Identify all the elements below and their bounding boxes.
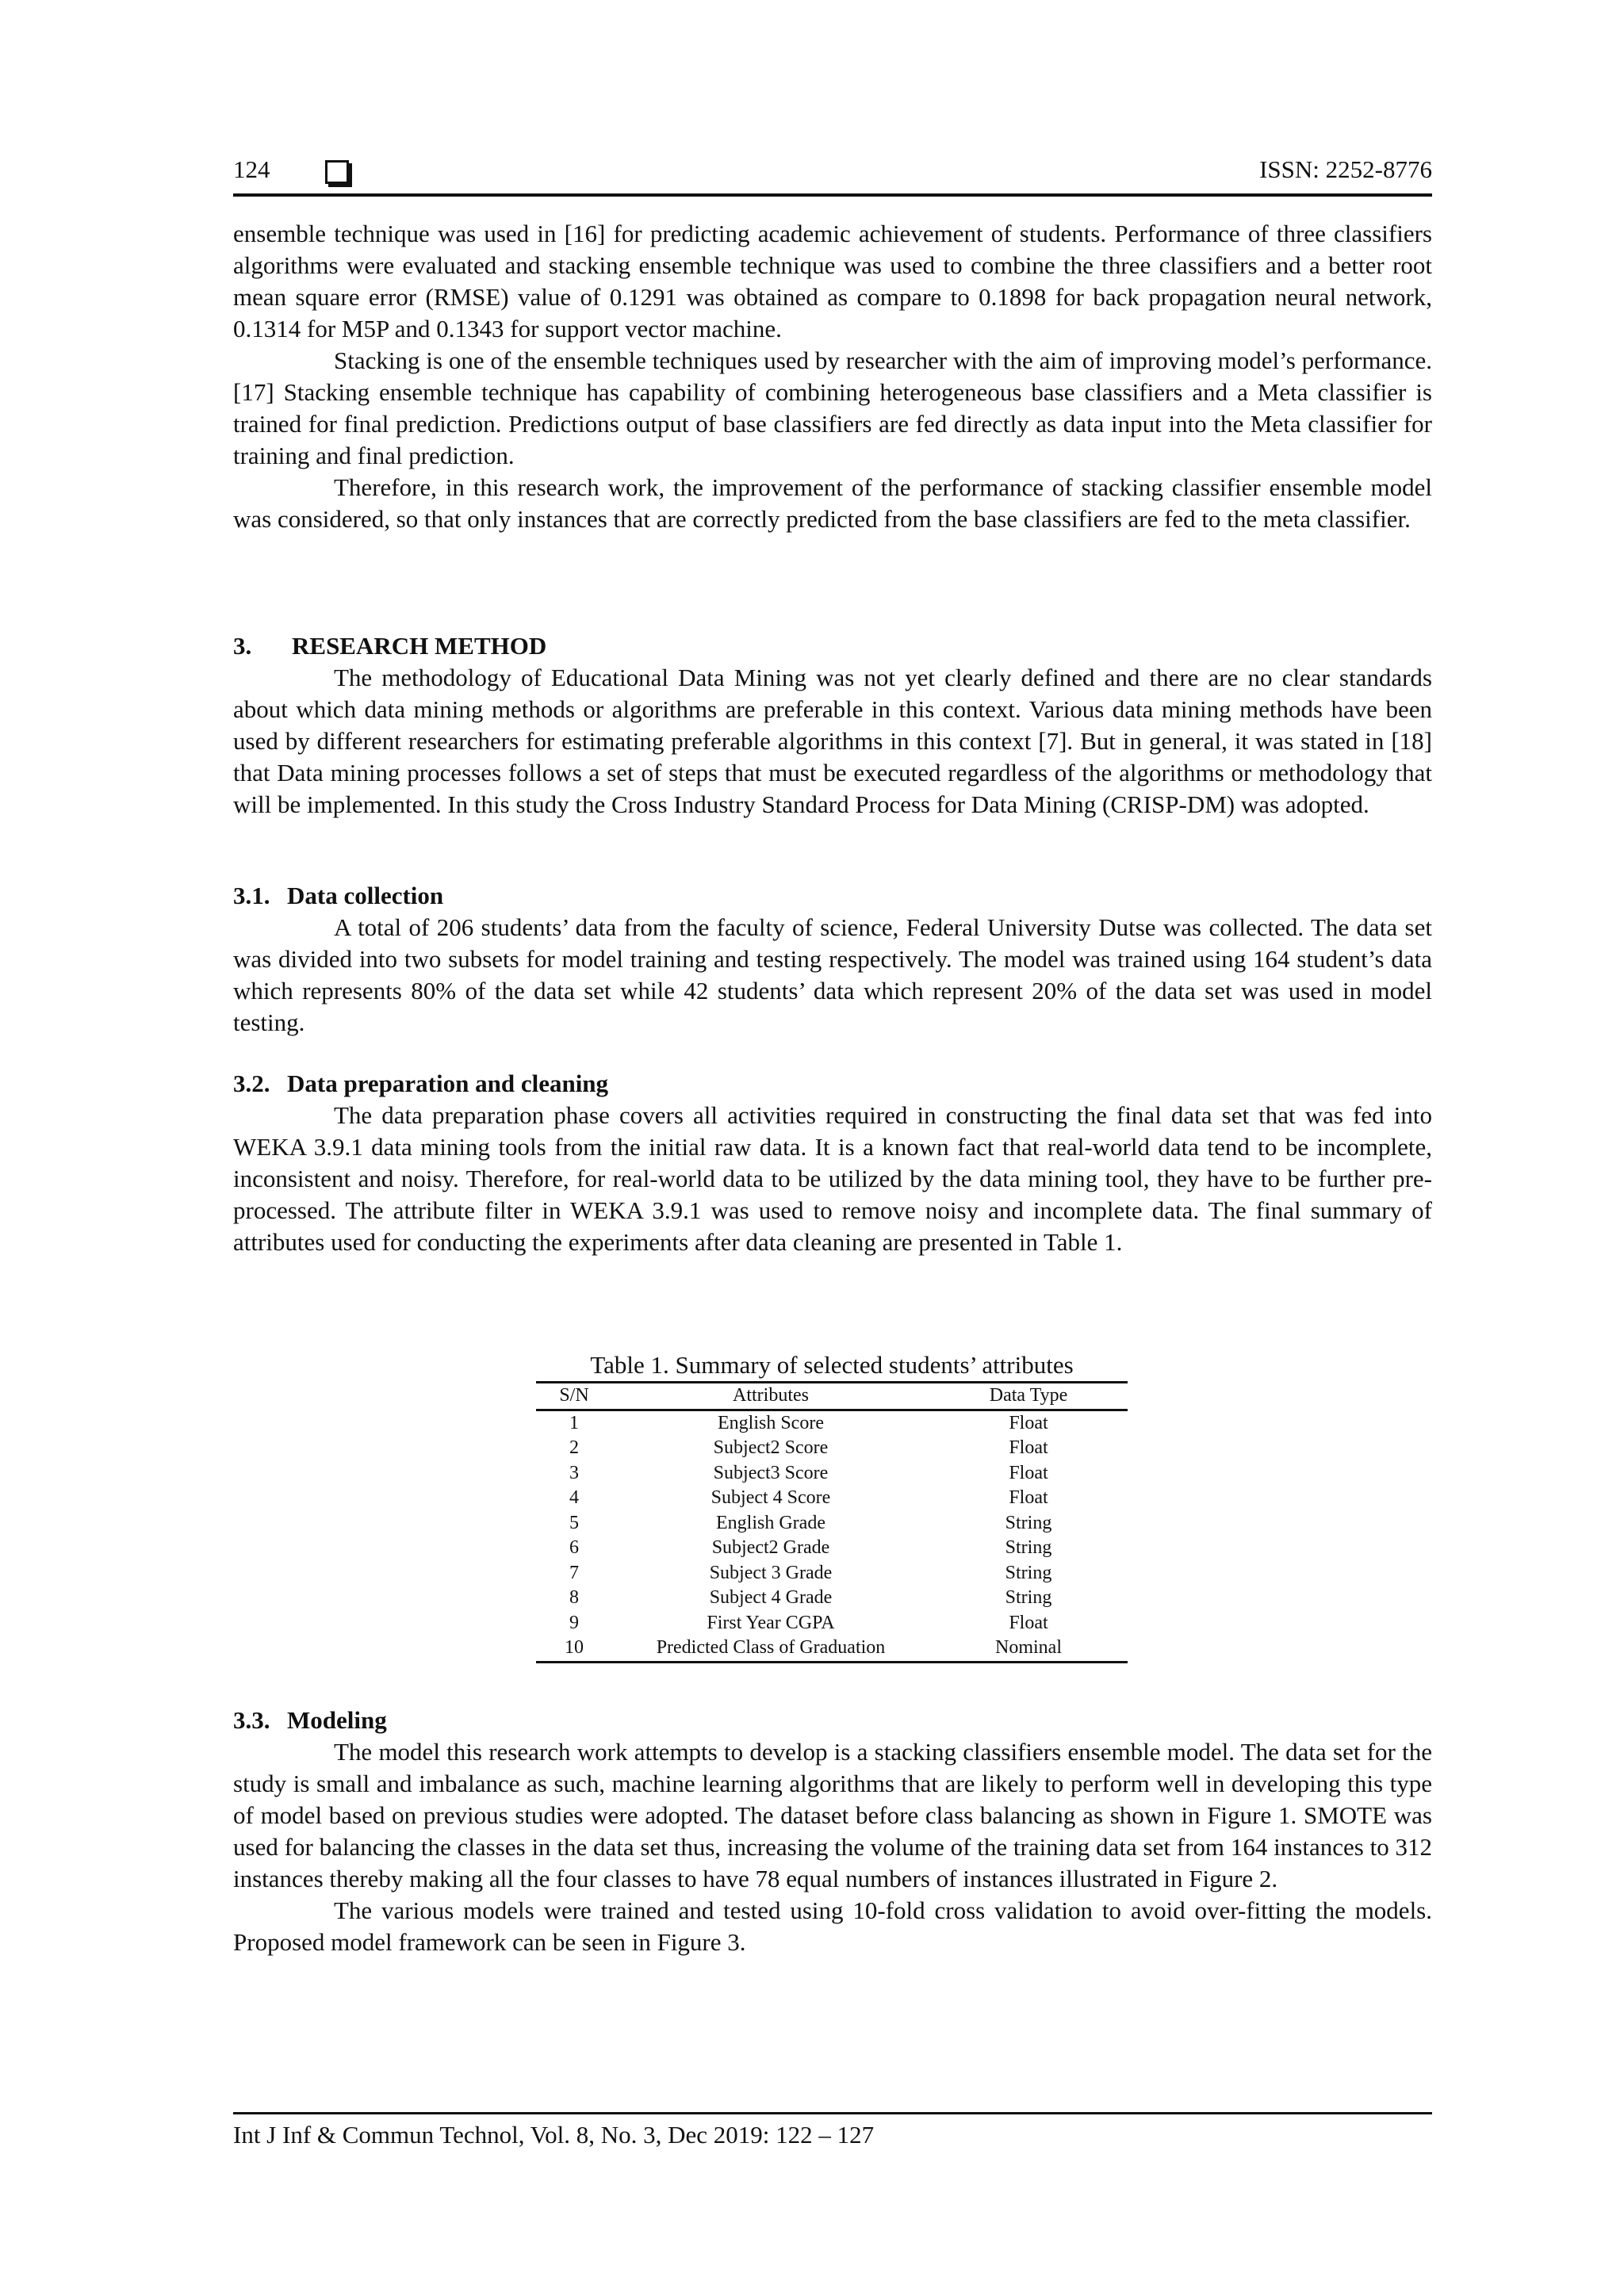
section-3-text xyxy=(233,662,1432,821)
table-row xyxy=(536,1561,1128,1586)
subsection-3-1-text xyxy=(233,912,1432,1039)
table-cell-sn: 3 xyxy=(569,1462,579,1483)
table-row xyxy=(536,1586,1128,1611)
table-cell-attribute: English Grade xyxy=(716,1512,825,1533)
subsection-title: Data collection xyxy=(287,882,444,909)
table-header-sn: S/N xyxy=(559,1385,589,1406)
table-cell-type: String xyxy=(1005,1587,1052,1608)
table-cell-attribute: First Year CGPA xyxy=(707,1612,835,1633)
section-3-paragraph: The methodology of Educational Data Mining was not yet clearly defined and there are no clear standards about which data mining methods or algorithms are preferable in this context. Various data mining methods have been used by different researchers for estimating preferable algorithms in this context [7]. But in general, it was stated in [18] that Data mining processes follows a set of steps that must be executed regardless of the algorithms or methodology that will be implemented. In this study the Cross Industry Standard Process for Data Mining (CRISP-DM) was adopted. xyxy=(233,664,1432,818)
table-cell-sn: 8 xyxy=(569,1587,579,1608)
table-cell-sn: 4 xyxy=(569,1487,579,1508)
subsection-title: Data preparation and cleaning xyxy=(287,1070,609,1097)
subsection-3-1-paragraph: A total of 206 students’ data from the faculty of science, Federal University Dutse was collected. The data set was divided into two subsets for model training and testing respectively. The model was trained using 164 student’s data which represents 80% of the data set while 42 students’ data which represent 20% of the data set was used in model testing. xyxy=(233,913,1432,1036)
table-cell-sn: 10 xyxy=(565,1637,584,1658)
page-number: 124 xyxy=(233,155,270,183)
table-1-caption: Table 1. Summary of selected students’ attributes xyxy=(590,1351,1074,1379)
journal-citation: Int J Inf & Commun Technol, Vol. 8, No. 3, Dec 2019: 122 – 127 xyxy=(233,2121,875,2149)
table-cell-sn: 5 xyxy=(569,1512,579,1533)
table-cell-sn: 7 xyxy=(569,1562,579,1583)
table-cell-type: Nominal xyxy=(995,1637,1062,1658)
subsection-number: 3.2. xyxy=(233,1070,270,1097)
subsection-3-3-text xyxy=(233,1736,1432,1958)
table-row xyxy=(536,1636,1128,1662)
page-header xyxy=(233,155,1432,197)
table-cell-sn: 6 xyxy=(569,1537,579,1558)
table-cell-attribute: English Score xyxy=(718,1412,824,1433)
subsection-3-3-heading xyxy=(233,1705,387,1736)
table-row xyxy=(536,1486,1128,1511)
intro-paragraph-3: Therefore, in this research work, the improvement of the performance of stacking classifier ensemble model was considered, so that only instances that are correctly predicted from the base classifiers are fed to the meta classifier. xyxy=(233,473,1432,533)
subsection-3-2-paragraph: The data preparation phase covers all activities required in constructing the final data set that was fed into WEKA 3.9.1 data mining tools from the initial raw data. It is a known fact that real-world data tend to be incomplete, inconsistent and noisy. Therefore, for real-world data to be utilized by the data mining tool, they have to be further pre-processed. The attribute filter in WEKA 3.9.1 was used to remove noisy and incomplete data. The final summary of attributes used for conducting the experiments after data cleaning are presented in Table 1. xyxy=(233,1101,1432,1256)
table-cell-type: String xyxy=(1005,1562,1052,1583)
subsection-3-1-heading xyxy=(233,880,443,912)
issn: ISSN: 2252-8776 xyxy=(1259,155,1432,183)
subsection-3-2-heading xyxy=(233,1068,608,1100)
table-cell-sn: 1 xyxy=(569,1412,579,1433)
subsection-number: 3.3. xyxy=(233,1706,270,1734)
page-footer xyxy=(233,2112,1432,2149)
table-cell-attribute: Predicted Class of Graduation xyxy=(656,1637,886,1658)
section-3-heading xyxy=(233,630,546,662)
table-cell-type: Float xyxy=(1009,1462,1048,1483)
table-row xyxy=(536,1410,1128,1436)
table-cell-type: String xyxy=(1005,1537,1052,1558)
table-cell-type: Float xyxy=(1009,1612,1048,1633)
table-cell-attribute: Subject2 Grade xyxy=(711,1537,830,1558)
subsection-3-3-paragraph-2: The various models were trained and tested using 10-fold cross validation to avoid over-fitting the models. Proposed model framework can be seen in Figure 3. xyxy=(233,1896,1432,1956)
subsection-title: Modeling xyxy=(287,1706,387,1734)
table-cell-type: Float xyxy=(1009,1437,1048,1458)
table-header-attributes: Attributes xyxy=(733,1385,809,1406)
table-cell-type: String xyxy=(1005,1512,1052,1533)
table-cell-attribute: Subject 3 Grade xyxy=(709,1562,833,1583)
section-title: RESEARCH METHOD xyxy=(292,632,547,660)
table-row xyxy=(536,1436,1128,1461)
table-row xyxy=(536,1461,1128,1487)
table-header-row xyxy=(536,1383,1128,1410)
table-cell-attribute: Subject3 Score xyxy=(713,1462,829,1483)
table-cell-attribute: Subject2 Score xyxy=(713,1437,829,1458)
section-number: 3. xyxy=(233,632,252,660)
table-cell-type: Float xyxy=(1009,1487,1048,1508)
table-cell-sn: 9 xyxy=(569,1612,579,1633)
table-1 xyxy=(536,1381,1128,1663)
table-cell-attribute: Subject 4 Score xyxy=(710,1487,831,1508)
intro-text xyxy=(233,218,1432,535)
table-cell-attribute: Subject 4 Grade xyxy=(709,1587,833,1608)
intro-paragraph-1: ensemble technique was used in [16] for predicting academic achievement of students. Performance of three classifiers algorithms were evaluated and stacking ensemble technique was used to combine the three classifiers and a better root mean square error (RMSE) value of 0.1291 was obtained as compare to 0.1898 for back propagation neural network, 0.1314 for M5P and 0.1343 for support vector machine. xyxy=(233,220,1432,342)
checkbox-square-icon xyxy=(325,160,349,184)
table-cell-sn: 2 xyxy=(569,1437,579,1458)
table-row xyxy=(536,1511,1128,1536)
table-header-data-type: Data Type xyxy=(989,1385,1068,1406)
subsection-number: 3.1. xyxy=(233,882,270,909)
subsection-3-2-text xyxy=(233,1100,1432,1258)
intro-paragraph-2: Stacking is one of the ensemble techniques used by researcher with the aim of improving model’s performance. [17] Stacking ensemble technique has capability of combining heterogeneous base classifiers and a Meta classifier is trained for final prediction. Predictions output of base classifiers are fed directly as data input into the Meta classifier for training and final prediction. xyxy=(233,346,1432,469)
subsection-3-3-paragraph-1: The model this research work attempts to develop is a stacking classifiers ensemble model. The data set for the study is small and imbalance as such, machine learning algorithms that are likely to perform well in developing this type of model based on previous studies were adopted. The dataset before class balancing as shown in Figure 1. SMOTE was used for balancing the classes in the data set thus, increasing the volume of the training data set from 164 instances to 312 instances thereby making all the four classes to have 78 equal numbers of instances illustrated in Figure 2. xyxy=(233,1738,1432,1892)
table-row xyxy=(536,1536,1128,1561)
table-row xyxy=(536,1611,1128,1636)
table-cell-type: Float xyxy=(1009,1412,1048,1433)
